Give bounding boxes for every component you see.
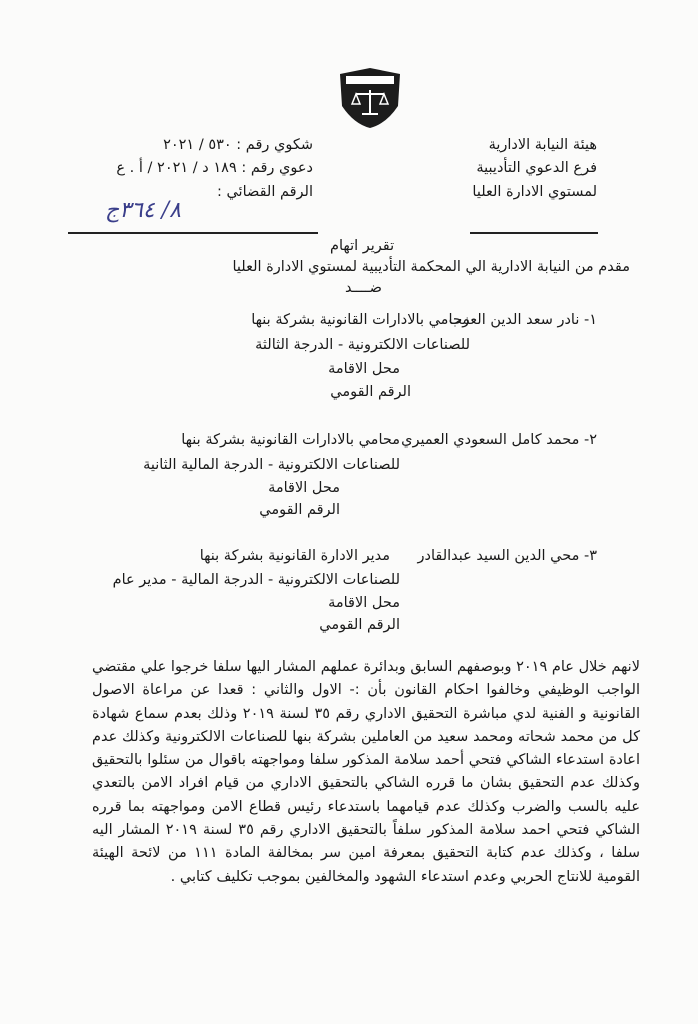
- case-number: دعوي رقم : ١٨٩ د / ٢٠٢١ / أ . ع: [116, 160, 313, 176]
- accused-2-grade: للصناعات الالكترونية - الدرجة المالية الثانية: [143, 457, 400, 473]
- accused-2-job: محامي بالادارات القانونية بشركة بنها: [181, 432, 400, 448]
- accused-1-residence: محل الاقامة: [328, 361, 400, 377]
- accused-3-job: مدير الادارة القانونية بشركة بنها: [199, 548, 390, 564]
- agency-logo: [336, 66, 404, 130]
- accused-3-grade: للصناعات الالكترونية - الدرجة المالية - مدير عام: [112, 572, 400, 588]
- header-right-rule: [470, 232, 598, 234]
- accused-2-name: ٢- محمد كامل السعودي العميري: [401, 432, 597, 448]
- accused-2-national-id: الرقم القومي: [259, 502, 340, 518]
- header-left-rule: [68, 232, 318, 234]
- charges-paragraph: لانهم خلال عام ٢٠١٩ وبوصفهم السابق وبدائرة عملهم المشار اليها سلفا خرجوا علي مقتضي الواجب الوظيفي وخالفوا احكام القانون بأن :- الاول والثاني : قعدا عن مراعاة الاصول القانونية و الفنية لدي مباشرة التحقيق الاداري رقم ٣٥ لسنة ٢٠١٩ وذلك بعدم سماع شهادة كل من محمد شحاته ومحمد سعيد من العاملين بشركة بنها للصناعات الالكترونية وكذلك عدم اعادة استدعاء الشاكي فتحي أحمد سلامة المذكور سلفا ومواجهته باقوال من سئلوا بالتحقيق وكذلك عدم التحقيق بشان ما قرره الشاكي بالتحقيق الاداري من قيام افراد الامن بالتعدي عليه بالسب والضرب وكذلك عدم قيامهما باستدعاء رئيس قطاع الامن ومواجهته بما قرره الشاكي فتحي احمد سلامة المذكور سلفاً بالتحقيق الاداري رقم ٣٥ لسنة ٢٠١٩ المشار اليه سلفا ، وكذلك عدم كتابة التحقيق بمعرفة امين سر بمخالفة المادة ١١١ من لائحة الهيئة القومية للانتاج الحربي وعدم استدعاء الشهود والمخالفين بموجب تكليف كتابي .: [92, 659, 640, 885]
- accused-1-job: محامي بالادارات القانونية بشركة بنها: [251, 312, 470, 328]
- header-branch: فرع الدعوي التأديبية: [476, 160, 597, 176]
- judicial-number-label: الرقم القضائي :: [216, 184, 313, 200]
- complaint-number: شكوي رقم : ٥٣٠ / ٢٠٢١: [163, 137, 313, 153]
- header-agency: هيئة النيابة الادارية: [488, 137, 597, 153]
- accused-1-national-id: الرقم القومي: [330, 384, 411, 400]
- accused-1-grade: للصناعات الالكترونية - الدرجة الثالثة: [255, 337, 470, 353]
- report-title: تقرير اتهام: [330, 238, 395, 254]
- against-label: ضــــد: [345, 280, 382, 296]
- judicial-number-handwritten: ٨/ ٣٦٤ج: [105, 198, 181, 223]
- accused-2-residence: محل الاقامة: [268, 480, 340, 496]
- header-level: لمستوي الادارة العليا: [472, 184, 597, 200]
- accused-3-residence: محل الاقامة: [328, 595, 400, 611]
- accused-3-name: ٣- محي الدين السيد عبدالقادر: [417, 548, 597, 564]
- accused-3-national-id: الرقم القومي: [319, 617, 400, 633]
- accused-1-name: ١- نادر سعد الدين العزب: [448, 312, 597, 328]
- report-subtitle: مقدم من النيابة الادارية الي المحكمة التأديبية لمستوي الادارة العليا: [232, 259, 630, 275]
